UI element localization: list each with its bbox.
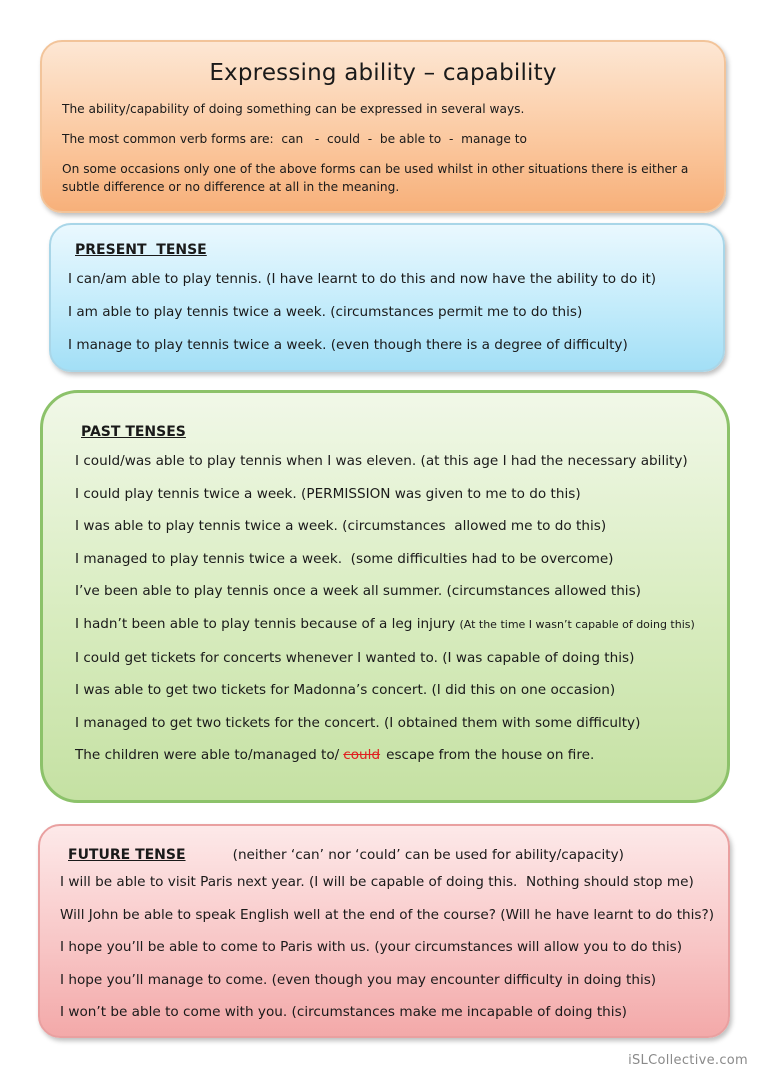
past-example: I could/was able to play tennis when I was eleven. (at this age I had the necessary ability)	[75, 453, 688, 469]
past-example: I was able to play tennis twice a week. (circumstances allowed me to do this)	[75, 518, 607, 535]
intro-paragraph: On some occasions only one of the above forms can be used whilst in other situations there is either a subtle difference or no difference at all in the meaning.	[62, 162, 689, 194]
present-example: I am able to play tennis twice a week. (circumstances permit me to do this)	[68, 304, 583, 320]
struck-word-could: could	[343, 747, 381, 764]
future-tense-note: (neither ‘can’ nor ‘could’ can be used for ability/capacity)	[232, 847, 624, 863]
past-example: I could play tennis twice a week. (PERMISSION was given to me to do this)	[75, 485, 581, 502]
future-tense-box	[38, 824, 730, 1038]
future-example: I won’t be able to come with you. (circumstances make me incapable of doing this)	[60, 1004, 627, 1021]
present-example: I manage to play tennis twice a week. (even though there is a degree of difficulty)	[68, 337, 628, 353]
present-tense-box	[49, 223, 725, 372]
future-example: I hope you’ll manage to come. (even though you may encounter difficulty in doing this)	[60, 971, 657, 988]
intro-paragraph: The most common verb forms are: can - could - be able to - manage to	[62, 132, 527, 146]
past-tenses-heading: PAST TENSES	[81, 424, 186, 440]
page-title: Expressing ability – capability	[209, 60, 557, 86]
past-example-injury	[75, 615, 707, 634]
intro-paragraph: The ability/capability of doing something can be expressed in several ways.	[62, 102, 525, 116]
past-example: I’ve been able to play tennis once a week all summer. (circumstances allowed this)	[75, 583, 641, 600]
future-tense-heading: FUTURE TENSE	[68, 847, 186, 863]
past-example-injury-main: I hadn’t been able to play tennis because of a leg injury	[75, 615, 456, 632]
past-example: I was able to get two tickets for Madonna’s concert. (I did this on one occasion)	[75, 682, 616, 699]
present-example: I can/am able to play tennis. (I have learnt to do this and now have the ability to do it)	[68, 271, 657, 287]
past-tenses-box	[40, 390, 730, 803]
past-example-children	[75, 746, 707, 764]
future-example: I hope you’ll be able to come to Paris with us. (your circumstances will allow you to do this)	[60, 939, 683, 956]
past-example-injury-note: (At the time I wasn’t capable of doing this)	[459, 617, 695, 631]
future-example: I will be able to visit Paris next year. (I will be capable of doing this. Nothing should stop me)	[60, 874, 694, 890]
future-heading-row	[58, 844, 710, 863]
present-tense-heading: PRESENT TENSE	[75, 242, 207, 258]
future-example: Will John be able to speak English well at the end of the course? (Will he have learnt to do this?)	[60, 906, 715, 923]
intro-box	[40, 40, 726, 213]
watermark: iSLCollective.com	[628, 1053, 748, 1068]
children-line-before: The children were able to/managed to/	[75, 747, 340, 764]
past-example: I managed to get two tickets for the concert. (I obtained them with some difficulty)	[75, 714, 641, 731]
past-example: I managed to play tennis twice a week. (some difficulties had to be overcome)	[75, 550, 614, 567]
past-example: I could get tickets for concerts whenever I wanted to. (I was capable of doing this)	[75, 649, 635, 666]
children-line-after: escape from the house on fire.	[386, 747, 595, 764]
